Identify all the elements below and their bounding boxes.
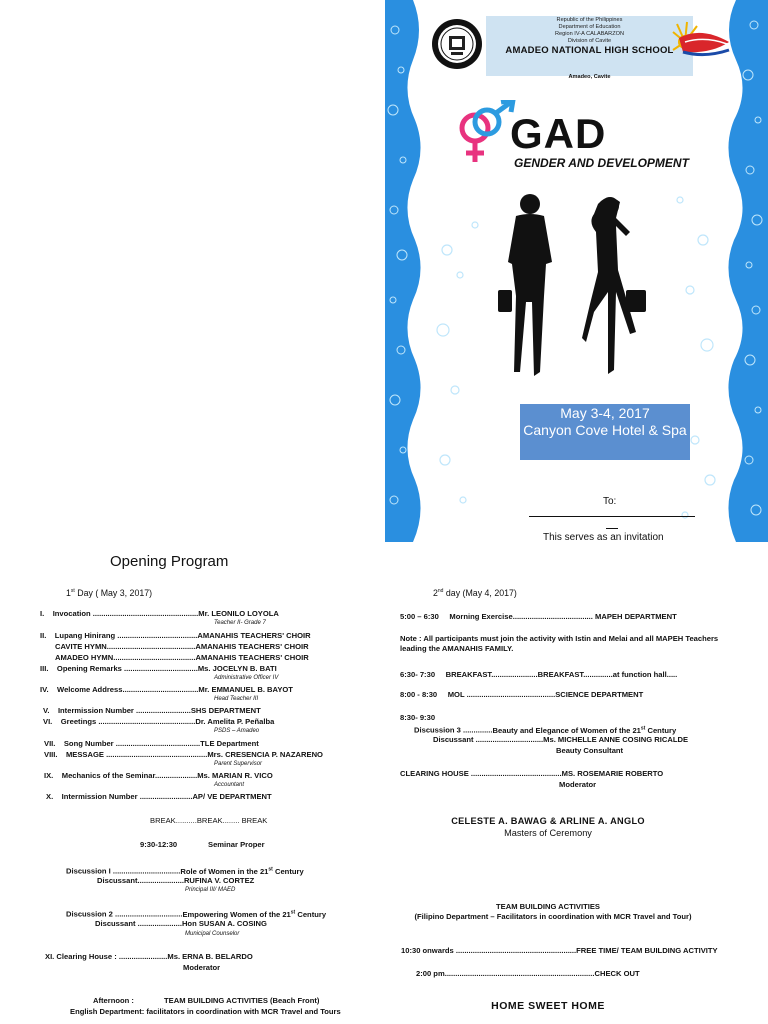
location: at function hall..... (612, 670, 678, 679)
discussant-role: Municipal Counselor (185, 931, 240, 937)
leader-dots: ...................................... (512, 612, 593, 621)
item-name: Intermission Number (57, 706, 134, 715)
program-item (44, 750, 323, 759)
discussant-label: Discussant (433, 735, 474, 744)
checkout (416, 969, 640, 978)
program-item (55, 653, 309, 662)
recipient-line (529, 516, 695, 517)
breakfast (400, 670, 677, 679)
item-name: CAVITE HYMN (55, 642, 107, 651)
gad-title: GAD (510, 110, 607, 157)
invitation-note: This serves as an invitation (543, 532, 664, 542)
time: 10:30 onwards (401, 946, 454, 955)
school-seal-icon (431, 18, 483, 70)
gender-symbol-icon (453, 100, 517, 166)
school-header (486, 16, 693, 76)
header-line: Region IV-A CALABARZON (554, 31, 625, 37)
event-venue: Canyon Cove Hotel & Spa (523, 422, 687, 438)
disc3-time: 8:30- 9:30 (400, 713, 436, 722)
leader-dots: .............. (583, 670, 613, 679)
header-line: Division of Cavite (567, 38, 612, 44)
leader-dots: ....................................................................... (444, 969, 595, 978)
deped-logo-icon (671, 20, 733, 66)
break-line: BREAK..........BREAK........ BREAK (150, 816, 268, 825)
item-person: Dr. Amelita P. Peñalba (195, 717, 275, 726)
item-name: Opening Remarks (56, 664, 122, 673)
item-name: CLEARING HOUSE (400, 769, 469, 778)
clearing-role: Moderator (559, 780, 597, 789)
discussion-2 (66, 908, 326, 919)
program-item (40, 631, 311, 640)
clearing-house (45, 952, 253, 961)
leader-dots: .............. (460, 725, 493, 735)
item-name: Intermission Number (61, 792, 138, 801)
leader-dots: .................................... (122, 685, 199, 694)
school-name: AMADEO NATIONAL HIGH SCHOOL (505, 45, 674, 56)
discussant-2 (95, 919, 267, 928)
leader-dots: ................................................ (103, 750, 208, 759)
team-building-title: TEAM BUILDING ACTIVITIES (496, 902, 600, 911)
time: 5:00 – 6:30 (400, 612, 439, 621)
afternoon-label: Afternoon : (93, 996, 134, 1005)
program-item (40, 609, 279, 618)
discussion-1 (66, 865, 304, 876)
closing-line: HOME SWEET HOME (491, 1000, 605, 1012)
item-number: VIII. (44, 750, 58, 759)
discussion-3 (414, 724, 676, 735)
item-name: Song Number (63, 739, 114, 748)
leader-dots: ......................... (137, 792, 193, 801)
activity: BREAKFAST (445, 670, 492, 679)
team-building-note: (Filipino Department – Facilitators in coordination with MCR Travel and Tour) (414, 912, 692, 921)
item-person: TLE Department (200, 739, 259, 748)
day2-label: 2nd day (May 4, 2017) (433, 588, 517, 598)
item-person: AMANAHIS TEACHERS' CHOIR (197, 631, 311, 640)
item-number: VI. (43, 717, 53, 726)
discussant-role: Principal III/ MAED (185, 887, 236, 893)
item-name: Mechanics of the Seminar (61, 771, 156, 780)
program-item (55, 642, 309, 651)
item-name: Greetings (60, 717, 97, 726)
program-item (40, 664, 277, 673)
gad-subtitle: GENDER AND DEVELOPMENT (514, 156, 689, 170)
item-number: IV. (40, 685, 49, 694)
item-role: Accountant (214, 782, 245, 788)
program-title: Opening Program (110, 553, 229, 570)
activity: Morning Exercise (449, 612, 513, 621)
program-item (44, 771, 273, 780)
item-name: MESSAGE (65, 750, 104, 759)
mol (400, 690, 643, 699)
leader-dots: ...................................... (115, 631, 198, 640)
header-line: Department of Education (558, 24, 621, 30)
discussion-topic: Empowering Women of the 21st Century (182, 909, 327, 919)
item-person: Ms. MARIAN R. VICO (197, 771, 273, 780)
business-people-silhouette-icon (490, 192, 680, 388)
leader-dots: ...................... (137, 876, 184, 885)
item-person: MS. ROSEMARIE ROBERTO (561, 769, 664, 778)
leader-dots: .................... (155, 771, 198, 780)
discussion-label: Discussion 2 (66, 909, 113, 919)
item-role: Administrative Officer IV (214, 675, 279, 681)
activity: FREE TIME/ TEAM BUILDING ACTIVITY (576, 946, 718, 955)
program-item (43, 717, 274, 726)
discussant-name: Hon SUSAN A. COSING (181, 919, 267, 928)
item-name: Lupang Hinirang (54, 631, 116, 640)
program-item (43, 706, 261, 715)
to-label: To: (603, 496, 617, 507)
leader-dots: .......................... (133, 706, 191, 715)
day2-clearing (400, 769, 663, 778)
seminar-label: Seminar Proper (208, 840, 265, 849)
item-person: Mrs. CRESENCIA P. NAZARENO (207, 750, 323, 759)
school-town: Amadeo, Cavite (568, 74, 611, 80)
leader-dots: ........................................ (113, 739, 201, 748)
seminar-time: 9:30-12:30 (140, 840, 178, 849)
afternoon-note: English Department: facilitators in coordination with MCR Travel and Tours (70, 1007, 341, 1016)
afternoon-activity: TEAM BUILDING ACTIVITIES (Beach Front) (164, 996, 320, 1005)
item-number: V. (43, 706, 50, 715)
leader-dots: ......................................................... (453, 946, 577, 955)
item-number: I. (40, 609, 45, 618)
discussion-label: Discussion 3 (414, 725, 461, 735)
time: 8:00 - 8:30 (400, 690, 438, 699)
leader-dots: ................................... (121, 664, 198, 673)
item-role: Head Teacher III (214, 696, 259, 702)
discussion-topic: Role of Women in the 21st Century (180, 866, 304, 876)
leader-dots: .............................................. (96, 717, 196, 726)
header-line: Republic of the Philippines (556, 17, 623, 23)
item-name: Clearing House : (56, 952, 117, 961)
program-item (46, 792, 272, 801)
item-number: X. (46, 792, 54, 801)
discussant-role: Beauty Consultant (556, 746, 624, 755)
event-details-box (520, 404, 690, 460)
discussion-topic: Beauty and Elegance of Women of the 21st Century (492, 725, 677, 735)
time: 2:00 pm (416, 969, 445, 978)
item-name: AMADEO HYMN (55, 653, 114, 662)
activity: BREAKFAST (537, 670, 584, 679)
discussion-label: Discussion I (66, 866, 111, 876)
recipient-line (606, 528, 618, 529)
discussant-name: RUFINA V. CORTEZ (183, 876, 255, 885)
leader-dots: ....................... (116, 952, 168, 961)
item-number: XI. (45, 952, 55, 961)
free-time (401, 946, 718, 955)
morning-exercise (400, 612, 677, 621)
item-person: SHS DEPARTMENT (190, 706, 261, 715)
program-item (40, 685, 293, 694)
activity: MOL (447, 690, 465, 699)
leader-dots: ................................ (112, 909, 183, 919)
item-role: Teacher II- Grade 7 (214, 620, 266, 626)
leader-dots: .................................................. (90, 609, 199, 618)
emcees-role: Masters of Ceremony (504, 828, 592, 838)
discussant-label: Discussant (97, 876, 138, 885)
responsible: SCIENCE DEPARTMENT (555, 690, 644, 699)
item-person: AP/ VE DEPARTMENT (192, 792, 272, 801)
item-person: AMANAHIS TEACHERS' CHOIR (195, 653, 309, 662)
item-person: Ms. JOCELYN B. BATI (197, 664, 277, 673)
program-item (44, 739, 259, 748)
leader-dots: ................................ (473, 735, 544, 744)
item-number: VII. (44, 739, 56, 748)
leader-dots: ................................ (110, 866, 181, 876)
leader-dots: ...................... (491, 670, 538, 679)
item-number: IX. (44, 771, 54, 780)
discussant-label: Discussant (95, 919, 136, 928)
invitation-cover (385, 0, 768, 542)
item-role: PSDS – Amadeo (214, 728, 260, 734)
clearing-role: Moderator (183, 963, 221, 972)
leader-dots: ........................................... (468, 769, 562, 778)
leader-dots: .......................................... (464, 690, 556, 699)
item-name: Invocation (52, 609, 91, 618)
item-role: Parent Supervisor (214, 761, 263, 767)
event-date: May 3-4, 2017 (560, 405, 650, 421)
discussant-name: Ms. MICHELLE ANNE COSING RICALDE (543, 735, 689, 744)
responsible: MAPEH DEPARTMENT (595, 612, 677, 621)
item-person: AMANAHIS TEACHERS' CHOIR (195, 642, 309, 651)
item-person: Ms. ERNA B. BELARDO (167, 952, 253, 961)
item-person: Mr. LEONILO LOYOLA (198, 609, 279, 618)
activity: CHECK OUT (594, 969, 640, 978)
discussant-3 (433, 735, 688, 744)
leader-dots: ....................................... (113, 653, 196, 662)
leader-dots: ..................... (135, 919, 182, 928)
item-name: Welcome Address (57, 685, 123, 694)
item-person: Mr. EMMANUEL B. BAYOT (198, 685, 293, 694)
day1-label: 1st Day ( May 3, 2017) (66, 588, 153, 598)
emcees: CELESTE A. BAWAG & ARLINE A. ANGLO (451, 816, 645, 826)
time: 6:30- 7:30 (400, 670, 436, 679)
discussant-1 (97, 876, 254, 885)
item-number: II. (40, 631, 47, 640)
item-number: III. (40, 664, 49, 673)
day2-note: Note : All participants must join the activity with Istin and Melai and all MAPEH Teachers leading the AMANAHIS FAMILY. (400, 634, 719, 653)
leader-dots: .......................................... (106, 642, 196, 651)
